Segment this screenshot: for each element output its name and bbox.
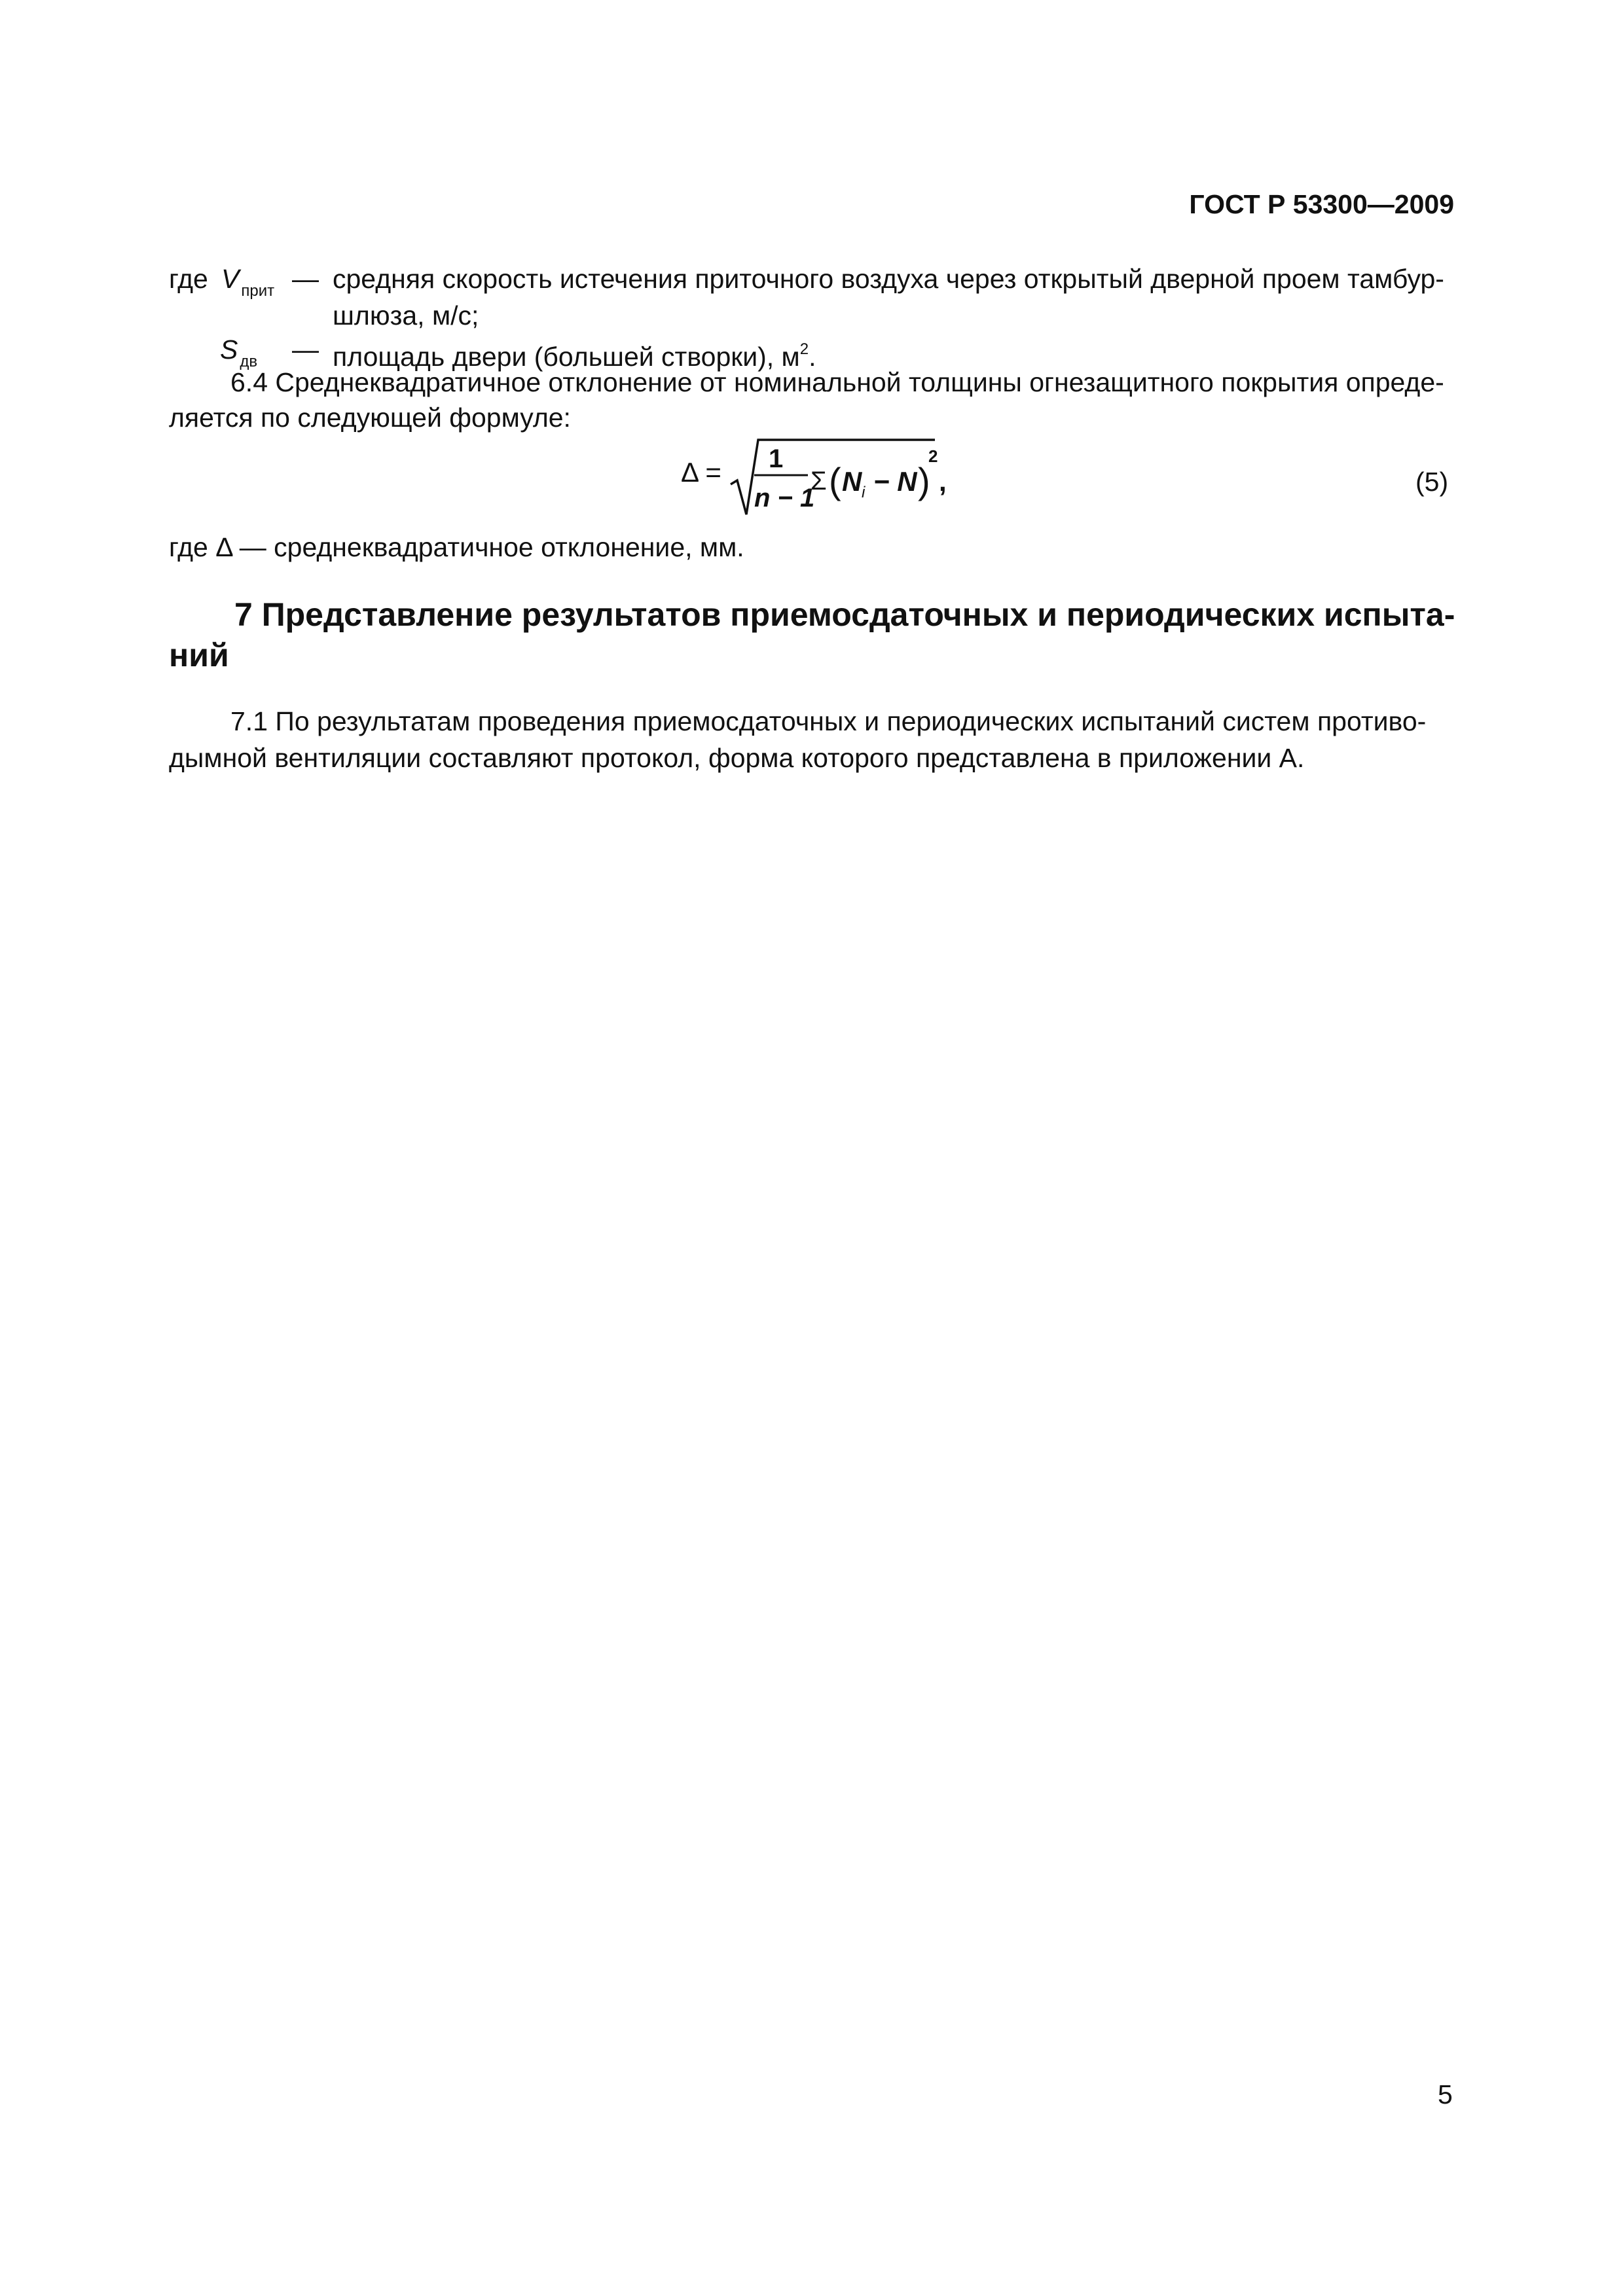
s-description-text: площадь двери (большей створки), м [333, 342, 800, 372]
delta-where-text: где Δ — среднеквадратичное отклонение, мм. [169, 532, 744, 562]
v-description-line1: средняя скорость истечения приточного воздуха через открытый дверной проем тамбур- [333, 264, 1444, 294]
formula-lhs: Δ = [681, 457, 721, 488]
s-description-end: . [809, 342, 816, 372]
formula-comma: , [939, 466, 947, 497]
section-7-heading-line1: 7 Представление результатов приемосдаточных и периодических испыта- [234, 596, 1455, 633]
page-number: 5 [1438, 2079, 1453, 2109]
v-dash: — [292, 264, 319, 294]
paragraph-6-4-line1: 6.4 Среднеквадратичное отклонение от номинальной толщины огнезащитного покрытия опреде- [230, 367, 1444, 397]
section-7-heading-line2: ний [169, 637, 229, 673]
s-dash: — [292, 334, 319, 365]
formula-sigma: Σ [811, 467, 827, 495]
section-7-heading [169, 594, 1454, 675]
formula-number: (5) [1415, 467, 1449, 497]
formula-minus-n: − N [873, 466, 917, 497]
where-word: где [169, 264, 208, 294]
s-symbol-letter: S [220, 334, 238, 365]
formula-ni: N [842, 466, 862, 497]
formula-5 [681, 437, 969, 522]
fraction-denominator: n − 1 [754, 484, 815, 512]
v-description-line2: шлюза, м/с; [333, 300, 479, 331]
v-symbol-subscript: прит [241, 282, 275, 300]
formula-open-paren: ( [829, 460, 841, 501]
document-header-standard: ГОСТ Р 53300—2009 [1189, 189, 1454, 219]
v-symbol [221, 260, 274, 310]
fraction-numerator: 1 [769, 444, 784, 473]
paragraph-7-1-line2: дымной вентиляции составляют протокол, форма которого представлена в приложении А. [169, 743, 1305, 773]
formula-close-paren: ) [918, 460, 930, 501]
s-description-superscript: 2 [799, 340, 809, 358]
paragraph-7-1-line1: 7.1 По результатам проведения приемосдаточных и периодических испытаний систем противо- [230, 706, 1427, 736]
paragraph-6-4-line2: ляется по следующей формуле: [169, 403, 571, 433]
s-symbol-subscript: дв [240, 353, 258, 370]
formula-ni-subscript: i [862, 484, 866, 501]
formula-power: 2 [928, 446, 938, 466]
v-symbol-letter: V [221, 264, 240, 294]
